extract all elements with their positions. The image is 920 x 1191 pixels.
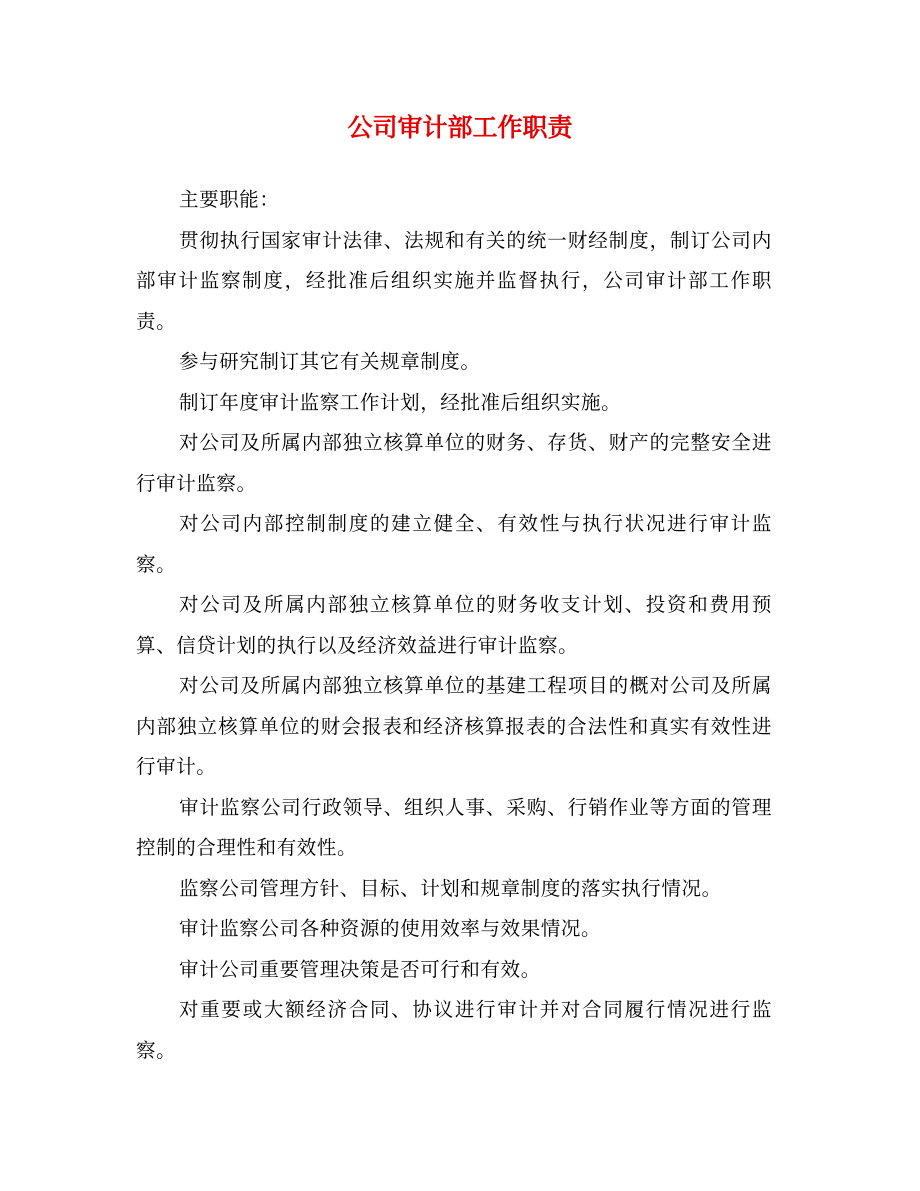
paragraph-participate-rules: 参与研究制订其它有关规章制度。 xyxy=(179,350,481,373)
paragraph-contract-audit: 对重要或大额经济合同、协议进行审计并对合同履行情况进行监察。 xyxy=(136,998,772,1062)
paragraph-asset-audit: 对公司及所属内部独立核算单位的财务、存货、财产的完整安全进行审计监察。 xyxy=(136,431,772,495)
paragraph-decision-audit: 审计公司重要管理决策是否可行和有效。 xyxy=(179,957,541,981)
paragraph-annual-plan: 制订年度审计监察工作计划，经批准后组织实施。 xyxy=(179,390,622,414)
paragraph-management-control: 审计监察公司行政领导、组织人事、采购、行销作业等方面的管理控制的合理性和有效性。 xyxy=(136,795,772,859)
paragraph-financial-reports: 对公司及所属内部独立核算单位的基建工程项目的概对公司及所属内部独立核算单位的财会报表和经济核算报表的合法性和真实有效性进行审计。 xyxy=(136,674,772,778)
document-body xyxy=(136,180,772,1071)
paragraph-implement-audit-law: 贯彻执行国家审计法律、法规和有关的统一财经制度，制订公司内部审计监察制度，经批准后组织实施并监督执行，公司审计部工作职责。 xyxy=(136,228,772,333)
paragraph-internal-control: 对公司内部控制制度的建立健全、有效性与执行状况进行审计监察。 xyxy=(136,512,772,576)
page-title: 公司审计部工作职责 xyxy=(347,113,573,142)
paragraph-resource-efficiency: 审计监察公司各种资源的使用效率与效果情况。 xyxy=(179,917,602,940)
paragraph-budget-audit: 对公司及所属内部独立核算单位的财务收支计划、投资和费用预算、信贷计划的执行以及经济效益进行审计监察。 xyxy=(136,593,772,657)
paragraph-policy-implementation: 监察公司管理方针、目标、计划和规章制度的落实执行情况。 xyxy=(179,876,722,900)
paragraph-main-functions: 主要职能： xyxy=(179,188,280,211)
